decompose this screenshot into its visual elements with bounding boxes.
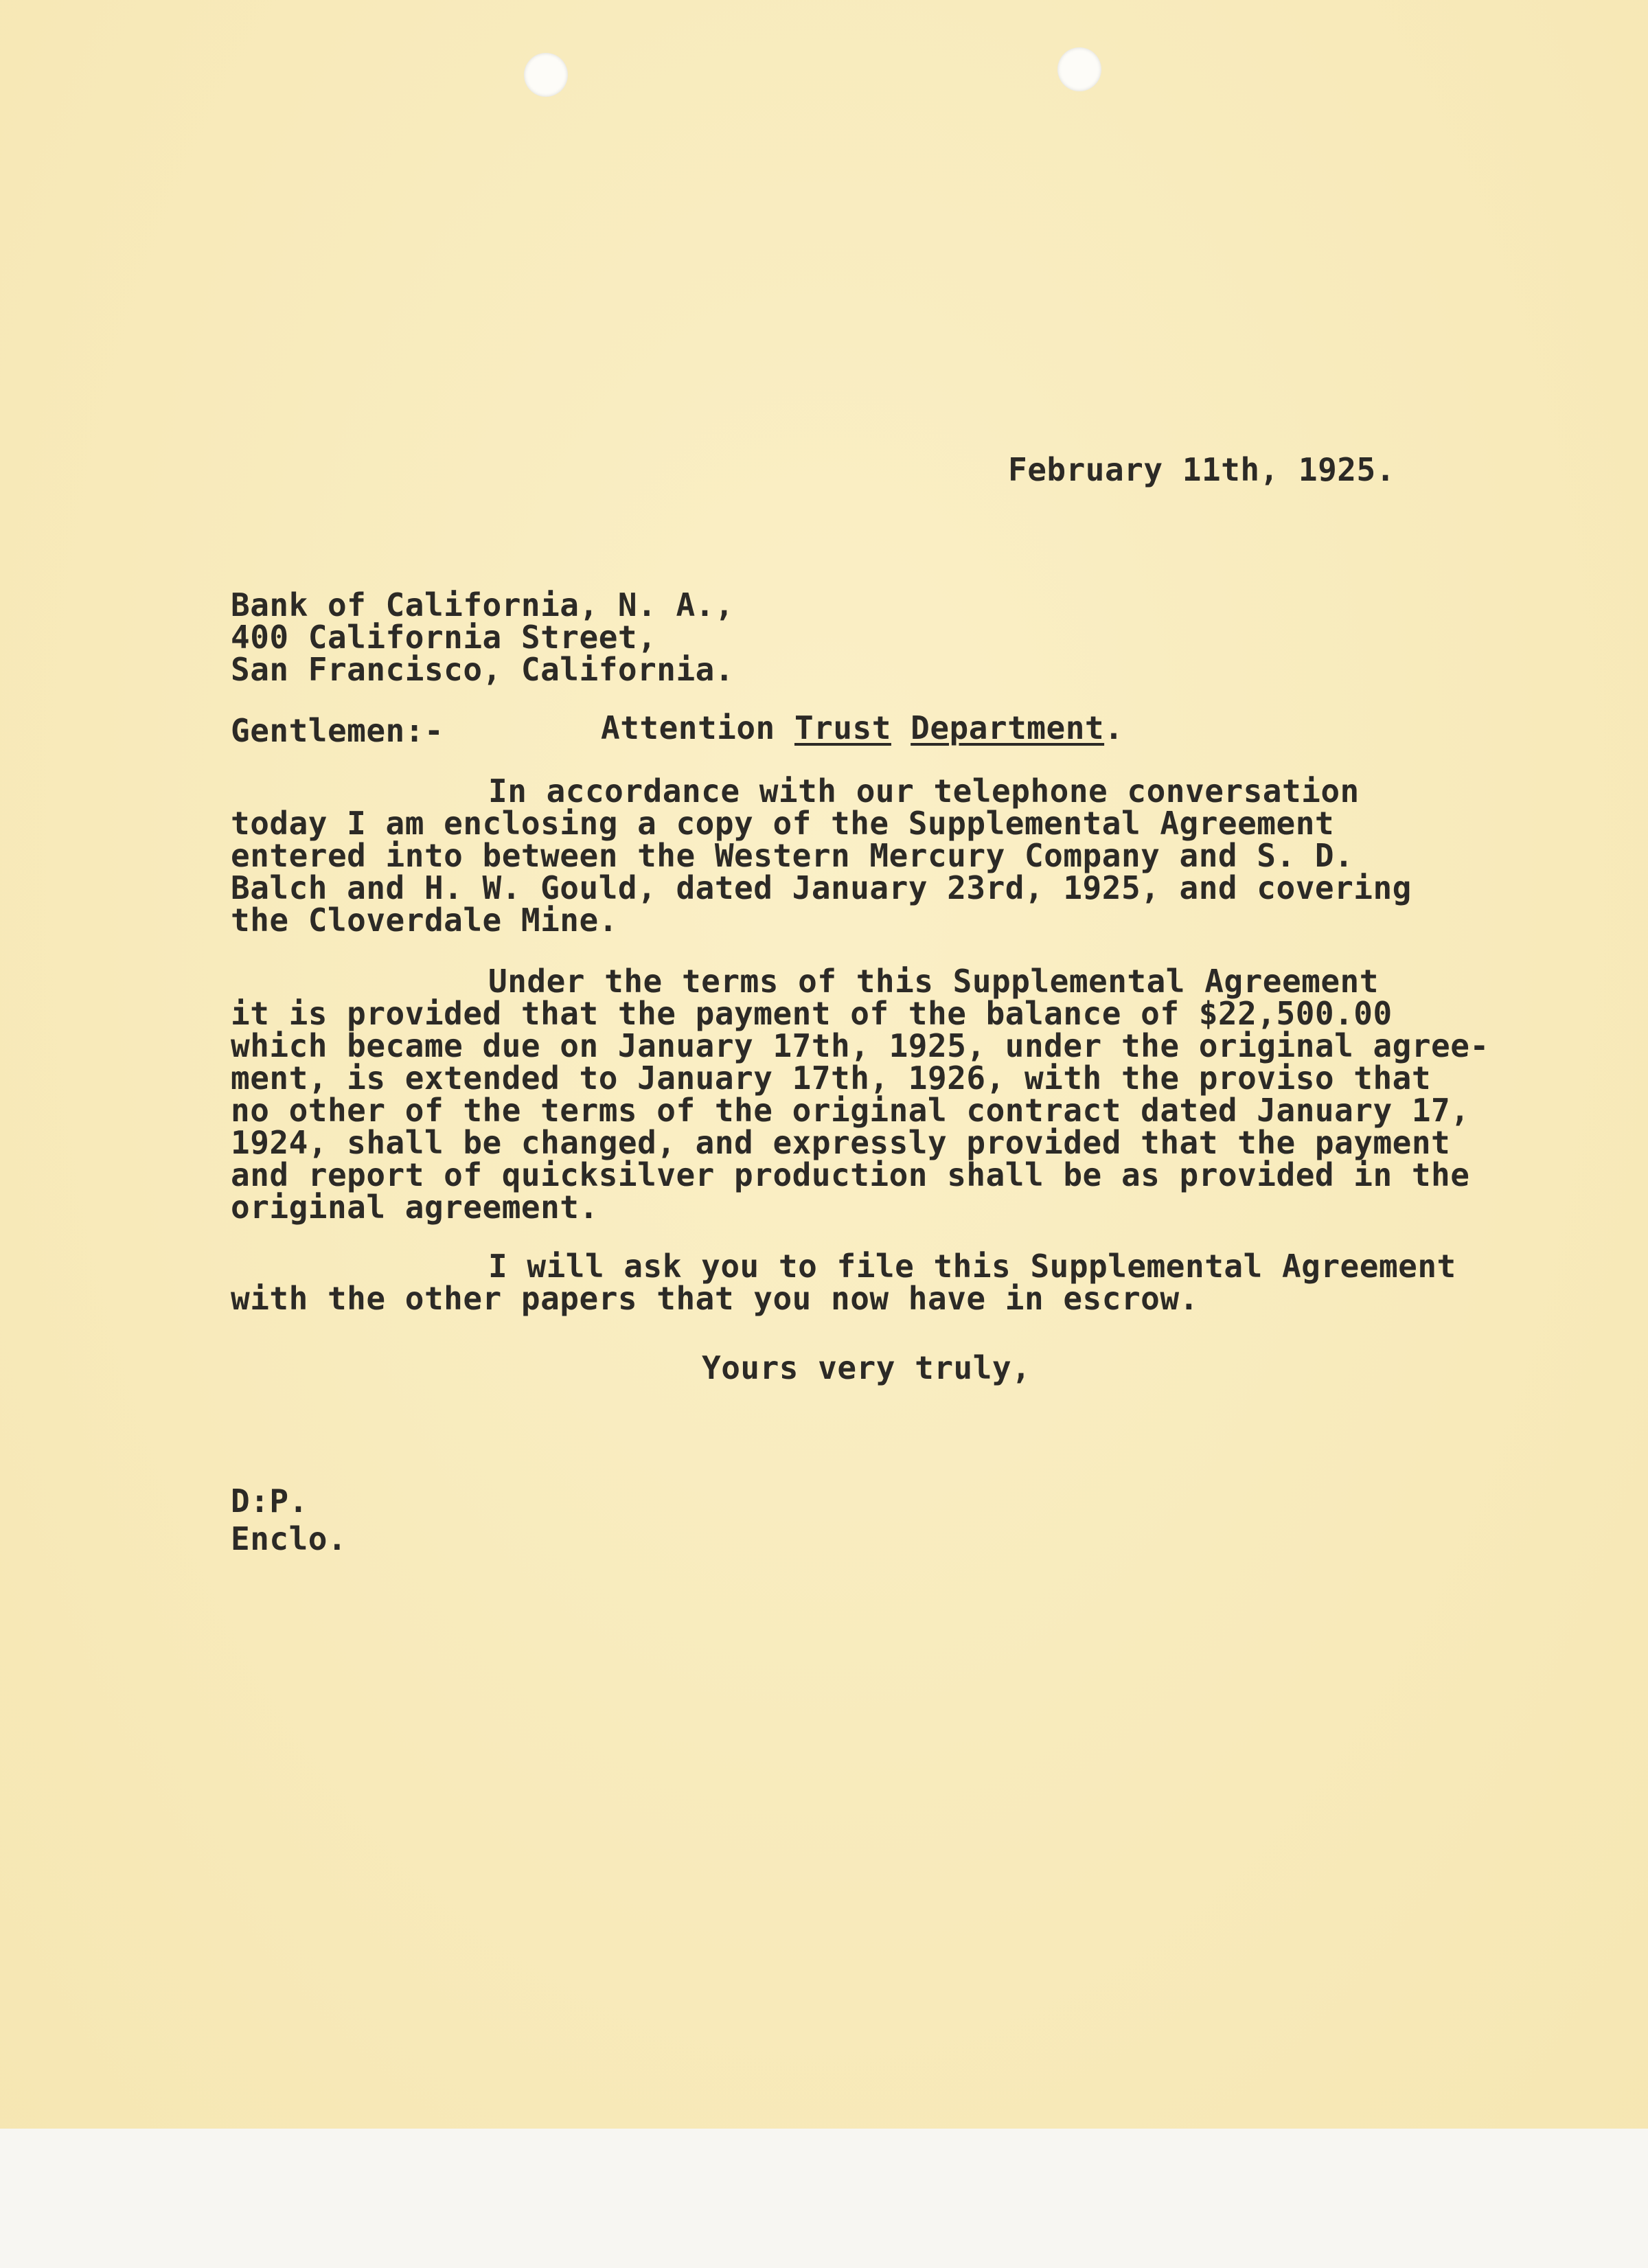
paragraph-2-line-2: it is provided that the payment of the balance of $22,500.00	[231, 995, 1393, 1032]
paragraph-2-line-7: and report of quicksilver production shall be as provided in the	[231, 1156, 1470, 1193]
paragraph-2-line-4: ment, is extended to January 17th, 1926, with the proviso that	[231, 1059, 1432, 1097]
recipient-line-2: 400 California Street,	[231, 619, 657, 656]
paragraph-2-line-8: original agreement.	[231, 1189, 599, 1226]
paragraph-1-line-4: Balch and H. W. Gould, dated January 23rd, 1925, and covering	[231, 869, 1412, 906]
punch-hole-left	[524, 53, 568, 97]
paragraph-3-line-1: I will ask you to file this Supplemental Agreement	[488, 1248, 1456, 1285]
attention-line	[601, 711, 1123, 744]
salutation: Gentlemen:-	[231, 712, 444, 749]
paragraph-3-line-2: with the other papers that you now have in escrow.	[231, 1280, 1199, 1317]
typist-initials: D:P.	[231, 1482, 308, 1520]
attention-department: Department	[911, 709, 1105, 746]
attention-trust: Trust	[794, 709, 891, 746]
closing: Yours very truly,	[702, 1349, 1031, 1386]
letter-date: February 11th, 1925.	[1008, 451, 1395, 488]
attention-prefix: Attention	[601, 709, 775, 746]
paragraph-1-line-2: today I am enclosing a copy of the Supplemental Agreement	[231, 805, 1335, 842]
paragraph-2-line-6: 1924, shall be changed, and expressly provided that the payment	[231, 1124, 1451, 1161]
punch-hole-right	[1057, 47, 1101, 91]
enclosure-note: Enclo.	[231, 1520, 347, 1557]
paragraph-2-line-1: Under the terms of this Supplemental Agreement	[488, 963, 1379, 1000]
paragraph-2-line-3: which became due on January 17th, 1925, under the original agree-	[231, 1027, 1489, 1064]
paragraph-1-line-1: In accordance with our telephone conversation	[488, 772, 1360, 810]
recipient-line-1: Bank of California, N. A.,	[231, 586, 735, 623]
paragraph-2-line-5: no other of the terms of the original contract dated January 17,	[231, 1092, 1470, 1129]
attention-suffix: .	[1104, 709, 1124, 746]
recipient-line-3: San Francisco, California.	[231, 651, 735, 688]
paragraph-1-line-5: the Cloverdale Mine.	[231, 902, 618, 939]
paragraph-1-line-3: entered into between the Western Mercury Company and S. D.	[231, 837, 1354, 874]
